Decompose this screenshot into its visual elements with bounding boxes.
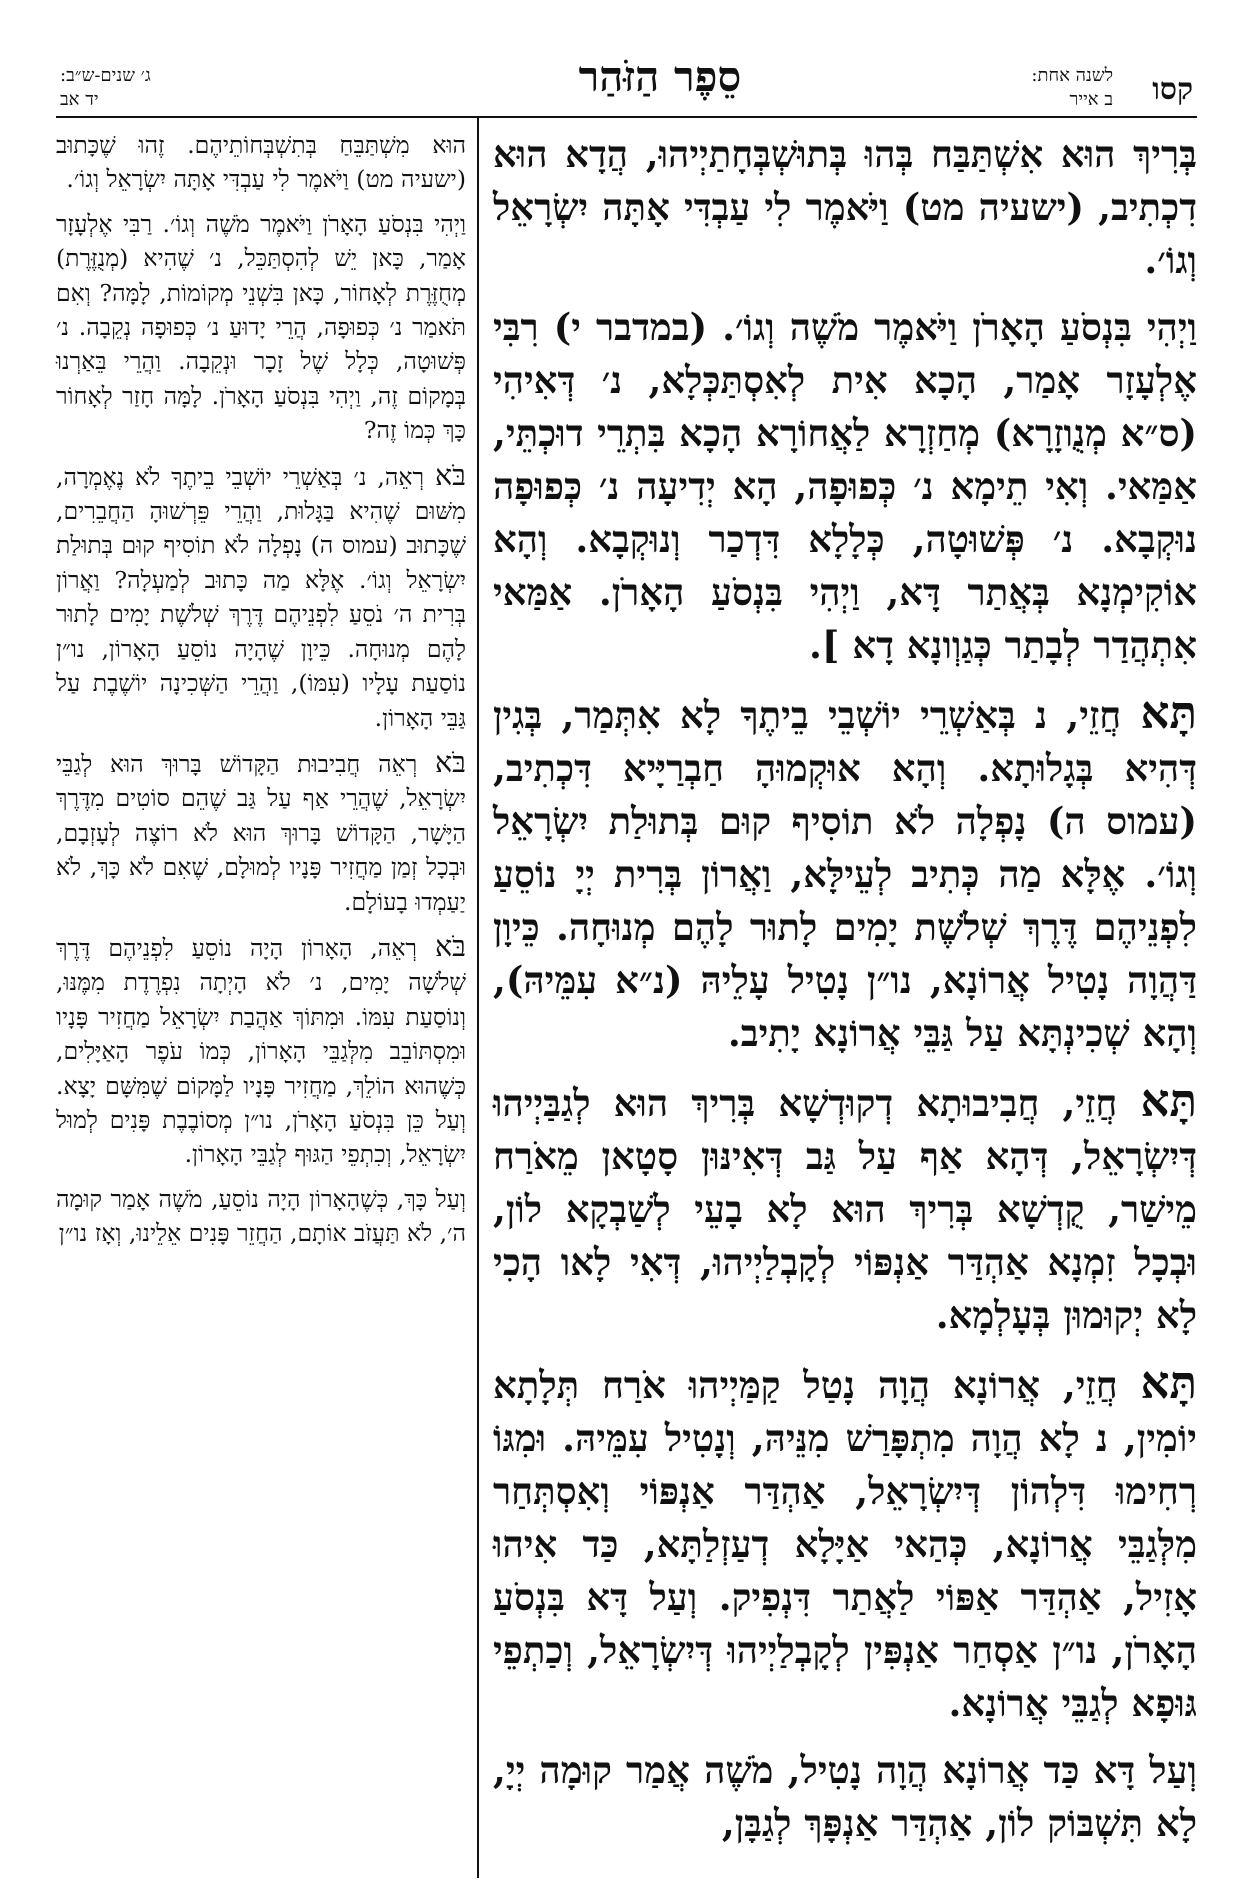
side-paragraph	[56, 458, 466, 735]
paragraph-lead-word: בֹּא	[434, 457, 466, 492]
side-paragraph	[56, 207, 466, 448]
main-paragraph	[493, 1074, 1197, 1342]
paragraph-text: רְאֵה חֲבִיבוּת הַקָּדוֹשׁ בָּרוּךְ הוּא לְגַבֵּי יִשְׂרָאֵל, שֶׁהֲרֵי אַף עַל גַּב שֶׁהֵם סוֹטִים מִדֶּרֶךְ הַיָּשָׁר, הַקָּדוֹשׁ בָּרוּךְ הוּא לֹא רוֹצֶה לְעָזְבָם, וּבְכָל זְמַן מַחֲזִיר פָּנָיו לְמוּלָם, שֶׁאִם לֹא כָּךְ, לֹא יַעַמְדוּ בָעוֹלָם.	[56, 749, 466, 916]
main-paragraph	[493, 301, 1197, 672]
paragraph-lead-word: תָּא	[1140, 1356, 1197, 1409]
paragraph-text: וַיְהִי בִּנְסֹעַ הָאָרֹן וַיֹּאמֶר מֹשֶׁה וְגוֹ׳. (במדבר י) רִבִּי אֶלְעָזָר אָמַר, הָכָא אִית לְאִסְתַּכְּלָא, נ׳ דְּאִיהִי (ס״א מְנֻוזָרָא) מְחַזְרָא לַאֲחוֹרָא הָכָא בִּתְרֵי דוּכְתֵּי, אַמַּאי. וְאִי תֵימָא נ׳ כְּפוּפָה, הָא יְדִיעָה נ׳ כְּפוּפָה נוּקְבָא. נ׳ פְּשׁוּטָה, כְּלָלָא דִּדְכַר וְנוּקְבָא. וְהָא אוֹקִימְנָא בְּאֲתַר דָּא, וַיְהִי בִּנְסֹעַ הָאָרֹן. אַמַּאי אִתְהֲדַר לְבָתַר כְּגַוְונָא דָא ].	[493, 305, 1197, 667]
side-paragraph	[56, 929, 466, 1172]
study-line-1: לשנה אחת:	[1031, 65, 1113, 86]
cycle-line-2: יד אב	[60, 89, 99, 110]
paragraph-lead-word: תָּא	[1140, 1074, 1197, 1127]
paragraph-lead-word: בֹּא	[434, 744, 466, 779]
side-paragraph	[56, 1182, 466, 1251]
paragraph-text: וְעַל דָּא כַּד אֲרוֹנָא הֲוָה נָטִיל, מֹשֶׁה אֲמַר קוּמָה יְיָ, לָא תִּשְׁבּוֹק לוֹן, אַהְדַּר אַנְפָּךְ לְגַבָּן,	[493, 1748, 1197, 1845]
book-title: סֵפֶר הַזֹּהַר	[578, 52, 742, 101]
paragraph-text: הוּא מִשְׁתַּבֵּחַ בְּתִשְׁבְּחוֹתֵיהֶם. זֶהוּ שֶׁכָּתוּב (ישעיה מט) וַיֹּאמֶר לִי עַבְדִּי אָתָּה יִשְׂרָאֵל וְגוֹ׳.	[56, 131, 466, 194]
paragraph-text: חֲזֵי, חֲבִיבוּתָא דְקוּדְשָׁא בְּרִיךְ הוּא לְגַבַּיְיהוּ דְּיִשְׂרָאֵל, דְּהָא אַף עַל גַּב דְּאִינּוּן סָטָאן מֵאֹרַח מֵישַׁר, קֻדְשָׁא בְּרִיךְ הוּא לָא בָעֵי לְשַׁבְקָא לוֹן, וּבְכָל זִמְנָא אַהְדַּר אַנְפּוֹי לְקָבְלַיְיהוּ, דְּאִי לָאו הָכִי לָא יְקוּמוּן בְּעָלְמָא.	[493, 1081, 1197, 1337]
paragraph-text: חֲזֵי, אֲרוֹנָא הֲוָה נָטַל קַמַּיְיהוּ אֹרַח תְּלָתָא יוֹמִין, נ לָא הֲוָה מִתְפָּרַשׁ מִנֵּיהּ, וְנָטִיל עִמֵּיהּ. וּמִגּוֹ רְחִימוּ דִּלְהוֹן דְּיִשְׂרָאֵל, אַהְדַּר אַנְפּוֹי וְאִסְתְּחַר מִלְּגַבֵּי אֲרוֹנָא, כְּהַאי אַיָּלָא דְעַזְלַתָּא, כַּד אִיהוּ אָזִיל, אַהְדַּר אַפּוֹי לַאֲתַר דִּנְפִיק. וְעַל דָּא בִּנְסֹעַ הָאָרֹן, נו״ן אַסְחַר אַנְפִּין לְקָבְלַיְיהוּ דְּיִשְׂרָאֵל, וְכַתְפֵי גּוּפָא לְגַבֵּי אֲרוֹנָא.	[493, 1363, 1197, 1725]
paragraph-text: וַיְהִי בִּנְסֹעַ הָאָרֹן וַיֹּאמֶר מֹשֶׁה וְגוֹ׳. רַבִּי אֶלְעָזָר אָמַר, כָּאן יֵשׁ לְהִסְתַּכֵּל, נ׳ שֶׁהִיא (מְנֻזֶּרֶת) מְחֻזֶּרֶת לְאָחוֹר, כָּאן בִּשְׁנֵי מְקוֹמוֹת, לָמָּה? וְאִם תֹּאמַר נ׳ כְּפוּפָה, הֲרֵי יָדוּעַ נ׳ כְּפוּפָה נְקֵבָה. נ׳ פְּשׁוּטָה, כְּלָל שֶׁל זָכָר וּנְקֵבָה. וַהֲרֵי בֵּאַרְנוּ בְּמָקוֹם זֶה, וַיְהִי בִּנְסֹעַ הָאָרֹן. לָמָּה חָזַר לְאָחוֹר כָּךְ כְּמוֹ זֶה?	[56, 209, 466, 445]
cycle-line-1: ג׳ שנים-ש״ב:	[60, 65, 151, 86]
page-number: קסו	[1152, 72, 1193, 107]
three-year-study-note	[60, 64, 151, 112]
side-paragraph	[56, 128, 466, 197]
main-paragraph	[493, 1356, 1197, 1730]
paragraph-text: בְּרִיךְ הוּא אִשְׁתַּבַּח בְּהוּ בְּתוּשְׁבְּחָתַיְיהוּ, הֲדָא הוּא דִכְתִיב, (ישעיה מט) וַיֹּאמֶר לִי עַבְדִּי אָתָּה יִשְׂרָאֵל וְגוֹ׳.	[493, 132, 1197, 282]
paragraph-text: חֲזֵי, נ בְּאַשְׁרֵי יוֹשְׁבֵי בֵיתֶךָ לָא אִתְּמַר, בְּגִין דְּהִיא בְּגָלוּתָא. וְהָא אוּקְמוּהָ חַבְרַיָּיא דִּכְתִיב, (עמוס ה) נָפְלָה לֹא תוֹסִיף קוּם בְּתוּלַת יִשְׂרָאֵל וְגוֹ׳. אֶלָּא מַה כְּתִיב לְעֵילָּא, וַאֲרוֹן בְּרִית יְיָ נוֹסֵעַ לִפְנֵיהֶם דֶּרֶךְ שְׁלֹשֶׁת יָמִים לָתוּר לָהֶם מְנוּחָה. כֵּיוָן דַּהֲוָה נָטִיל אֲרוֹנָא, נו״ן נָטִיל עָלֵיהּ (נ״א עִמֵּיהּ), וְהָא שְׁכִינְתָּא עַל גַּבֵּי אֲרוֹנָא יָתִיב.	[493, 693, 1197, 1055]
paragraph-lead-word: בֹּא	[434, 928, 466, 963]
main-paragraph	[493, 1744, 1197, 1850]
main-paragraph	[493, 128, 1197, 287]
aramaic-column	[493, 128, 1197, 1864]
header-rule	[56, 116, 1197, 118]
column-divider	[477, 118, 479, 1878]
paragraph-text: רְאֵה, הָאָרוֹן הָיָה נוֹסֵעַ לִפְנֵיהֶם דֶּרֶךְ שְׁלֹשָׁה יָמִים, נ׳ לֹא הָיְתָה נִפְרֶדֶת מִמֶּנּוּ, וְנוֹסַעַת עִמּוֹ. וּמִתּוֹךְ אַהֲבַת יִשְׂרָאֵל מַחֲזִיר פָּנָיו וּמִסְתּוֹבֵב מִלְּגַבֵּי הָאָרוֹן, כְּמוֹ עֹפֶר הָאַיָּלִים, כְּשֶׁהוּא הוֹלֵךְ, מַחֲזִיר פָּנָיו לַמָּקוֹם שֶׁמִּשָּׁם יָצָא. וְעַל כֵּן בִּנְסֹעַ הָאָרֹן, נו״ן מְסוֹבֶבֶת פָּנִים לְמוּל יִשְׂרָאֵל, וְכִתְפֵי הַגּוּף לְגַבֵּי הָאָרוֹן.	[56, 933, 466, 1169]
paragraph-lead-word: תָּא	[1140, 686, 1197, 739]
side-paragraph	[56, 745, 466, 919]
paragraph-text: רְאֵה, נ׳ בְּאַשְׁרֵי יוֹשְׁבֵי בֵיתֶךָ לֹא נֶאֶמְרָה, מִשּׁוּם שֶׁהִיא בַּגָּלוּת, וַהֲרֵי פֵּרְשׁוּהָ הַחֲבֵרִים, שֶׁכָּתוּב (עמוס ה) נָפְלָה לֹא תוֹסִיף קוּם בְּתוּלַת יִשְׂרָאֵל וְגוֹ׳. אֶלָּא מַה כָּתוּב לְמַעְלָה? וַאֲרוֹן בְּרִית ה׳ נֹסֵעַ לִפְנֵיהֶם דֶּרֶךְ שְׁלֹשֶׁת יָמִים לָתוּר לָהֶם מְנוּחָה. כֵּיוָן שֶׁהָיָה נוֹסֵעַ הָאָרוֹן, נו״ן נוֹסַעַת עָלָיו (עִמּוֹ), וַהֲרֵי הַשְּׁכִינָה יוֹשֶׁבֶת עַל גַּבֵּי הָאָרוֹן.	[56, 462, 466, 732]
hebrew-translation-column	[56, 128, 466, 1261]
main-paragraph	[493, 686, 1197, 1060]
study-line-2: ב אייר	[1069, 89, 1113, 110]
one-year-study-note	[1031, 64, 1113, 112]
paragraph-text: וְעַל כָּךְ, כְּשֶׁהָאָרוֹן הָיָה נוֹסֵעַ, מֹשֶׁה אָמַר קוּמָה ה׳, לֹא תַּעֲזֹב אוֹתָם, הַחֲזֵר פָּנִים אֵלֵינוּ, וְאָז נו״ן	[56, 1184, 466, 1248]
